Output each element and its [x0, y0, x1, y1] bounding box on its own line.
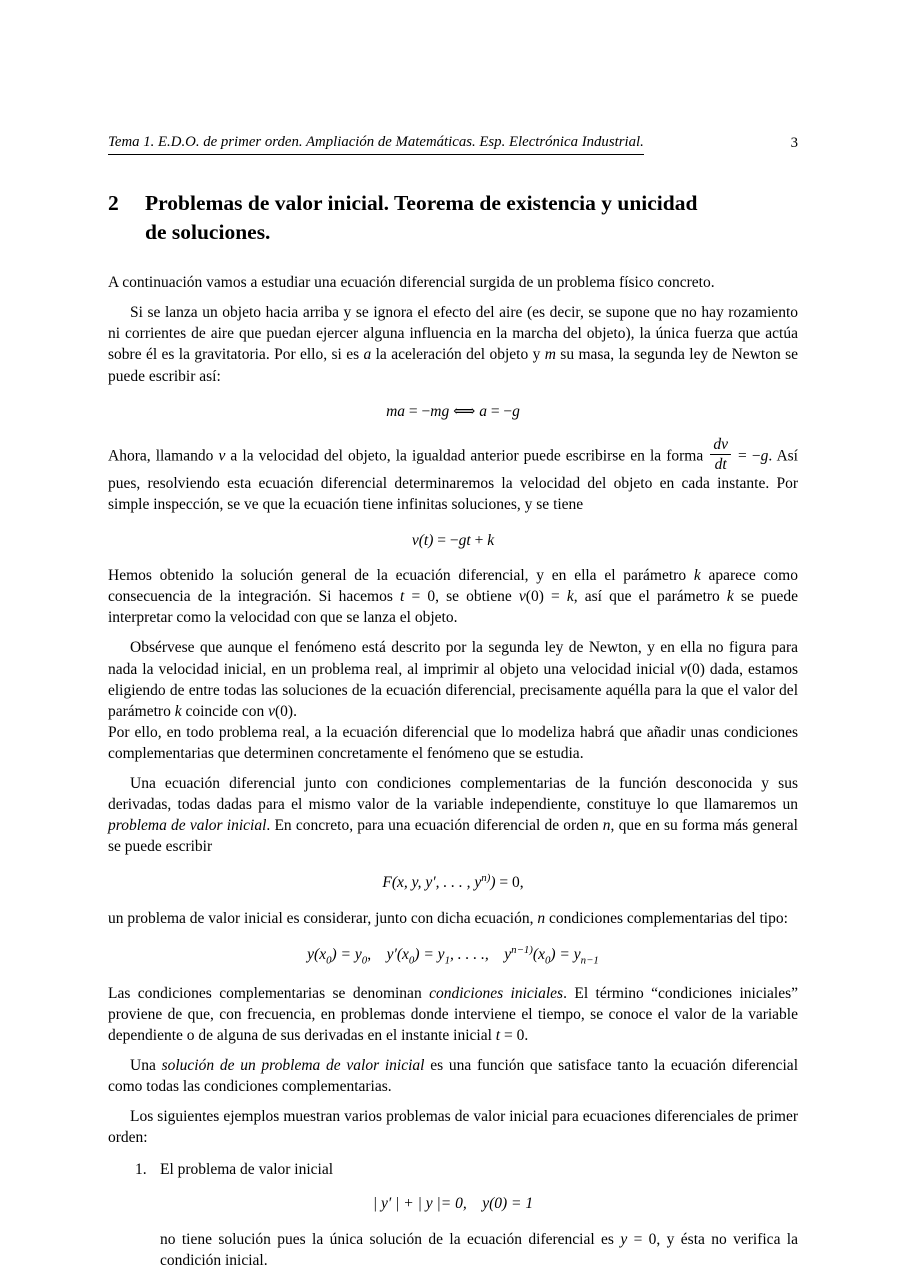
- text-run: = −: [433, 531, 459, 549]
- text-run: = −: [486, 402, 513, 420]
- text-run: Una ecuación diferencial junto con condiciones complementarias de la función desconocida y sus derivadas, todas dadas para el mismo valor de la variable independiente, constituye lo que llamaremos un: [108, 774, 798, 813]
- text-run: A continuación vamos a estudiar una ecuación diferencial surgida de un problema físico concreto.: [108, 274, 715, 292]
- text-run: coincide con: [181, 702, 269, 720]
- text-run: su masa, la segunda ley de Newton se puede escribir así:: [108, 346, 798, 385]
- math-run: v: [268, 702, 275, 720]
- paragraph: [108, 1106, 798, 1148]
- math-run: k: [174, 702, 182, 720]
- paragraph: [108, 272, 798, 293]
- math-run: k: [566, 588, 574, 606]
- display-equation: [108, 1193, 798, 1215]
- list-item-number: 1.: [135, 1161, 147, 1179]
- numbered-list-item: [135, 1161, 798, 1179]
- display-equation: [108, 871, 798, 894]
- display-equation: [108, 401, 798, 423]
- text-run: ,: [367, 946, 387, 964]
- math-run: v: [218, 447, 226, 465]
- math-run: n: [602, 817, 611, 835]
- math-run: a: [479, 402, 487, 420]
- paragraph: [108, 983, 798, 1046]
- text-run: a la velocidad del objeto, la igualdad anterior puede escribirse en la forma: [225, 447, 709, 465]
- text-run: ⟺: [449, 402, 480, 420]
- document-content: [108, 272, 798, 1271]
- paragraph: [108, 436, 798, 515]
- math-run: k: [693, 567, 701, 585]
- text-run: (0).: [275, 702, 297, 720]
- paragraph: [108, 722, 798, 764]
- section-number: 2: [108, 191, 119, 215]
- text-run: un problema de valor inicial es considerar, junto con dicha ecuación,: [108, 910, 538, 928]
- display-equation: [108, 943, 798, 968]
- math-run: F(x, y, y′, . . . , y: [382, 874, 482, 892]
- math-run: m: [544, 346, 556, 364]
- text-run: se puede interpretar como la velocidad con que se lanza el objeto.: [108, 588, 799, 627]
- display-equation: [108, 530, 798, 552]
- text-run: aparece como consecuencia de la integración. Si hacemos: [108, 567, 798, 606]
- math-run: y: [620, 1230, 628, 1248]
- text-run: no tiene solución pues la única solución de la ecuación diferencial es: [160, 1230, 621, 1248]
- text-run: (0) dada, estamos eligiendo de entre todas las soluciones de la ecuación diferencial, precisamente aquélla para la que el valor del parámetro: [108, 660, 798, 720]
- section-title: [145, 189, 697, 246]
- math-run: ) = y: [550, 946, 581, 964]
- math-run: mg: [430, 402, 450, 420]
- math-subscript: 0: [326, 954, 332, 967]
- text-run: Hemos obtenido la solución general de la ecuación diferencial, y en ella el parámetro: [108, 567, 694, 585]
- document-page: [108, 134, 798, 1271]
- list-item-text: [160, 1161, 333, 1179]
- text-run: Las condiciones complementarias se denominan: [108, 984, 430, 1002]
- text-run: . Así pues, resolviendo esta ecuación diferencial determinaremos la velocidad del objeto en cada instante. Por simple inspección, se ve que la ecuación tiene infinitas soluciones, y se tiene: [108, 447, 798, 514]
- text-run: Una: [130, 1056, 162, 1074]
- math-superscript: n): [481, 872, 491, 885]
- math-run: v: [679, 660, 687, 678]
- paragraph: [108, 908, 798, 929]
- math-run: v(t): [411, 531, 434, 549]
- text-run: Obsérvese que aunque el fenómeno está descrito por la segunda ley de Newton, y en ella no figura para nada la velocidad inicial, en un problema real, al imprimir al objeto una velocidad inicial: [108, 639, 798, 678]
- math-run: g: [512, 402, 520, 420]
- math-run: t: [495, 1026, 501, 1044]
- text-run: = 0, y ésta no verifica la condición inicial.: [160, 1230, 798, 1269]
- page-header: [108, 134, 798, 155]
- math-run: t: [400, 588, 405, 606]
- text-run: condiciones complementarias del tipo:: [545, 910, 788, 928]
- math-run: y′(x: [386, 946, 409, 964]
- math-superscript: n−1): [511, 944, 533, 957]
- emphasis-run: problema de valor inicial: [108, 817, 267, 835]
- section-heading: [108, 189, 798, 246]
- math-run: | y′ | + | y |= 0,: [372, 1195, 467, 1213]
- text-run: , que en su forma más general se puede escribir: [108, 817, 798, 856]
- math-run: k: [726, 588, 734, 606]
- text-run: Ahora, llamando: [108, 447, 219, 465]
- math-run: ) = y: [331, 946, 362, 964]
- math-run: y(x: [307, 946, 327, 964]
- math-run: , . . . .,: [450, 946, 489, 964]
- text-run: [489, 946, 505, 963]
- paragraph: [108, 565, 798, 628]
- text-run: = 0, se obtiene: [404, 588, 519, 606]
- text-run: +: [470, 531, 488, 549]
- paragraph: [108, 1055, 798, 1097]
- math-run: ) = y: [414, 946, 445, 964]
- math-run: k: [487, 531, 495, 549]
- fraction-numerator: dv: [710, 436, 731, 455]
- paragraph: [108, 773, 798, 857]
- text-run: Los siguientes ejemplos muestran varios problemas de valor inicial para ecuaciones diferenciales de primer orden:: [108, 1107, 798, 1147]
- math-fraction: [708, 436, 733, 473]
- text-run: Por ello, en todo problema real, a la ecuación diferencial que lo modeliza habrá que añadir unas condiciones complementarias que determinen concretamente el fenómeno que se estudia.: [108, 723, 798, 762]
- math-subscript: n−1: [580, 954, 599, 967]
- math-run: y(0) = 1: [482, 1195, 534, 1213]
- text-run: , así que el parámetro: [573, 588, 727, 606]
- text-run: la aceleración del objeto y: [371, 346, 545, 364]
- page-number: 3: [790, 135, 798, 151]
- emphasis-run: solución de un problema de valor inicial: [161, 1056, 425, 1074]
- paragraph: [108, 302, 798, 386]
- text-run: = −: [732, 447, 761, 465]
- text-run: = −: [405, 402, 431, 420]
- text-run: es una función que satisface tanto la ecuación diferencial como todas las condiciones complementarias.: [108, 1056, 798, 1095]
- math-run: (x: [532, 946, 545, 964]
- text-run: [467, 1195, 483, 1212]
- text-run: = 0.: [500, 1026, 529, 1044]
- text-run: El problema de valor inicial: [160, 1161, 334, 1179]
- math-subscript: 0: [544, 954, 551, 967]
- math-run: g: [760, 447, 769, 465]
- running-header-title: Tema 1. E.D.O. de primer orden. Ampliación de Matemáticas. Esp. Electrónica Industrial.: [108, 134, 644, 155]
- text-run: . En concreto, para una ecuación diferencial de orden: [266, 817, 603, 835]
- text-run: Si se lanza un objeto hacia arriba y se ignora el efecto del aire (es decir, se supone que no hay rozamiento ni corrientes de aire que puedan ejercer alguna influencia en la marcha del objeto), la única fuerza que actúa sobre él es la gravitatoria. Por ello, si es: [108, 304, 798, 364]
- math-run: a: [363, 346, 372, 364]
- math-run: gt: [458, 531, 471, 549]
- list-item-paragraph: [160, 1229, 798, 1271]
- math-run: ma: [386, 402, 406, 420]
- math-run: ): [490, 874, 496, 892]
- text-run: (0) =: [525, 588, 567, 606]
- math-subscript: 1: [444, 954, 450, 967]
- section-title-line-1: Problemas de valor inicial. Teorema de existencia y unicidad: [145, 191, 698, 215]
- math-subscript: 0: [408, 954, 415, 967]
- section-title-line-2: de soluciones.: [145, 219, 271, 244]
- math-subscript: 0: [361, 954, 368, 967]
- math-run: n: [537, 910, 546, 928]
- math-run: y: [504, 946, 512, 964]
- text-run: . El término “condiciones iniciales” proviene de que, con frecuencia, en problemas donde interviene el tiempo, se conoce el valor de la variable dependiente o de alguna de sus derivadas en el instante inicial: [108, 984, 798, 1044]
- math-run: v: [518, 588, 526, 606]
- text-run: = 0,: [495, 874, 524, 892]
- fraction-denominator: dt: [714, 456, 727, 474]
- paragraph: [108, 637, 798, 721]
- emphasis-run: condiciones iniciales: [429, 984, 564, 1002]
